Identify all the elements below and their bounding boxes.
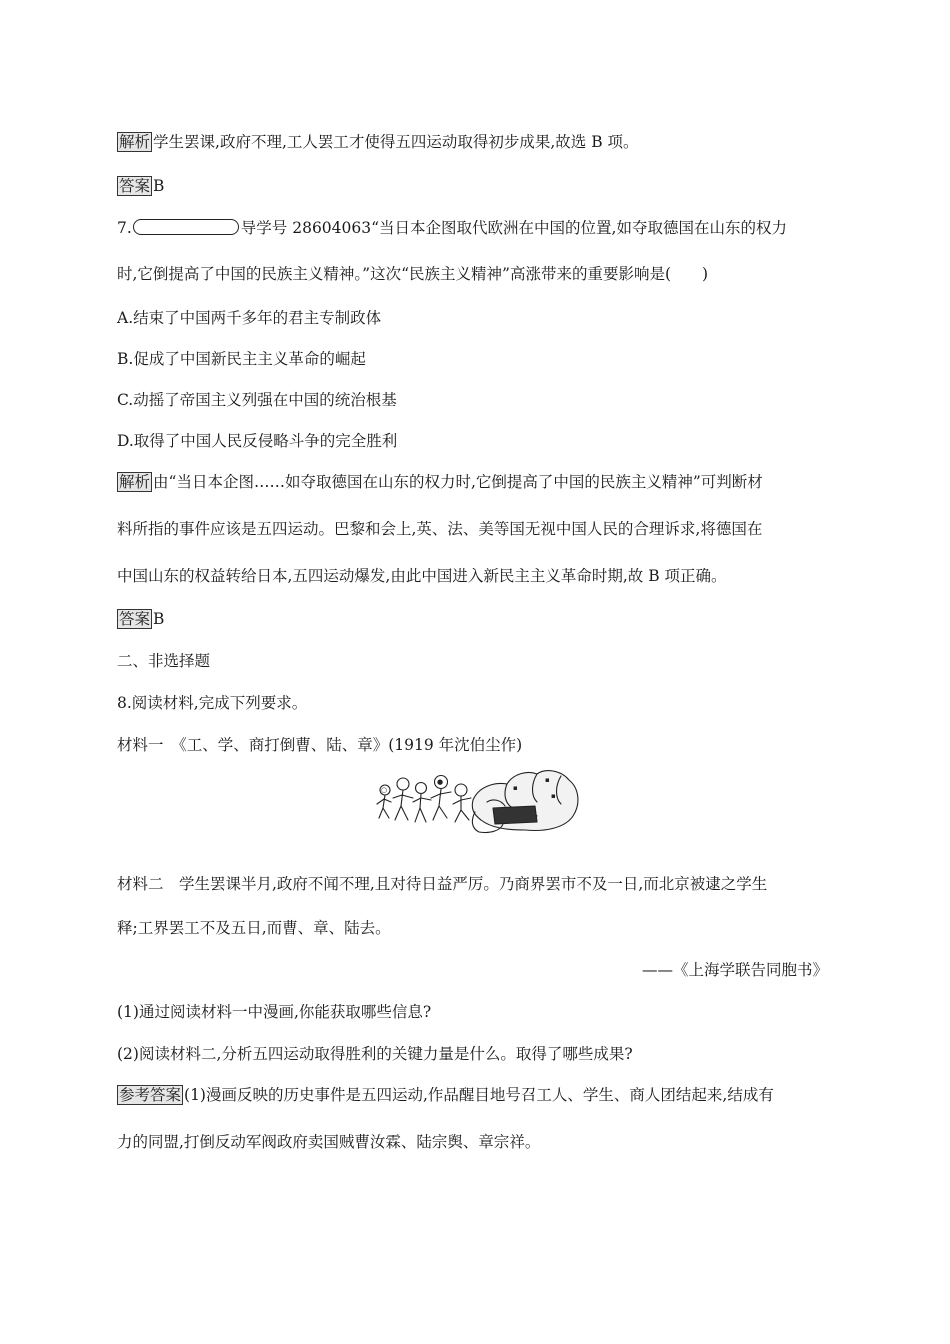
q8-answer-line2: 力的同盟,打倒反动军阀政府卖国贼曹汝霖、陆宗舆、章宗祥。 [117, 1133, 541, 1151]
q6-analysis-line [117, 132, 639, 152]
q8-sub-question-1: (1)通过阅读材料一中漫画,你能获取哪些信息? [117, 1003, 432, 1021]
q7-analysis-line3: 中国山东的权益转给日本,五四运动爆发,由此中国进入新民主主义革命时期,故 B 项正确。 [117, 567, 727, 585]
q8-material2-line1: 材料二 学生罢课半月,政府不闻不理,且对待日益严厉。乃商界罢市不及一日,而北京被逮之学生 [117, 875, 768, 893]
reference-answer-tag: 参考答案 [119, 1086, 182, 1104]
q6-analysis-text: 学生罢课,政府不理,工人罢工才使得五四运动取得初步成果,故选 B 项。 [153, 133, 639, 151]
analysis-tag: 解析 [119, 473, 151, 491]
q7-analysis-line1 [117, 472, 763, 492]
q8-source: ——《上海学联告同胞书》 [641, 961, 828, 979]
q7-answer-value: B [153, 610, 165, 628]
q7-option-a: A.结束了中国两千多年的君主专制政体 [117, 309, 382, 327]
cartoon-image [375, 768, 583, 834]
section2-heading: 二、非选择题 [117, 652, 211, 670]
svg-text:●: ● [437, 778, 444, 786]
q7-option-c: C.动摇了帝国主义列强在中国的统治根基 [117, 391, 397, 409]
svg-text:○: ○ [381, 786, 388, 794]
q7-stem-text1: 导学号 28604063“当日本企图取代欧洲在中国的位置,如夺取德国在山东的权力 [240, 219, 787, 237]
q8-material2-line2: 释;工界罢工不及五日,而曹、章、陆去。 [117, 919, 391, 937]
svg-text:▪: ▪ [513, 784, 518, 792]
q7-option-b: B.促成了中国新民主主义革命的崛起 [117, 350, 366, 368]
q7-option-d: D.取得了中国人民反侵略斗争的完全胜利 [117, 432, 398, 450]
q7-stem-line2: 时,它倒提高了中国的民族主义精神。”这次“民族主义精神”高涨带来的重要影响是( ) [117, 265, 709, 283]
answer-tag: 答案 [119, 610, 151, 628]
analysis-tag: 解析 [119, 133, 151, 151]
svg-text:▪: ▪ [551, 792, 556, 800]
q6-answer-value: B [153, 177, 165, 195]
q7-number: 7. [117, 219, 132, 237]
answer-blank [133, 219, 239, 235]
q7-stem-line1 [117, 218, 787, 238]
q7-analysis-line2: 料所指的事件应该是五四运动。巴黎和会上,英、法、美等国无视中国人民的合理诉求,将德国在 [117, 520, 763, 538]
q8-answer-text1: (1)漫画反映的历史事件是五四运动,作品醒目地号召工人、学生、商人团结起来,结成有 [184, 1086, 774, 1104]
q8-sub-question-2: (2)阅读材料二,分析五四运动取得胜利的关键力量是什么。取得了哪些成果? [117, 1045, 633, 1063]
answer-tag: 答案 [119, 177, 151, 195]
q6-answer-line [117, 176, 164, 196]
q8-material1: 材料一 《工、学、商打倒曹、陆、章》(1919 年沈伯尘作) [117, 736, 523, 754]
q7-answer-line [117, 609, 164, 629]
svg-text:▪: ▪ [545, 776, 550, 784]
q7-analysis-text1: 由“当日本企图……如夺取德国在山东的权力时,它倒提高了中国的民族主义精神”可判断材 [153, 473, 763, 491]
q8-answer-line1 [117, 1085, 774, 1105]
q8-intro: 8.阅读材料,完成下列要求。 [117, 694, 308, 712]
